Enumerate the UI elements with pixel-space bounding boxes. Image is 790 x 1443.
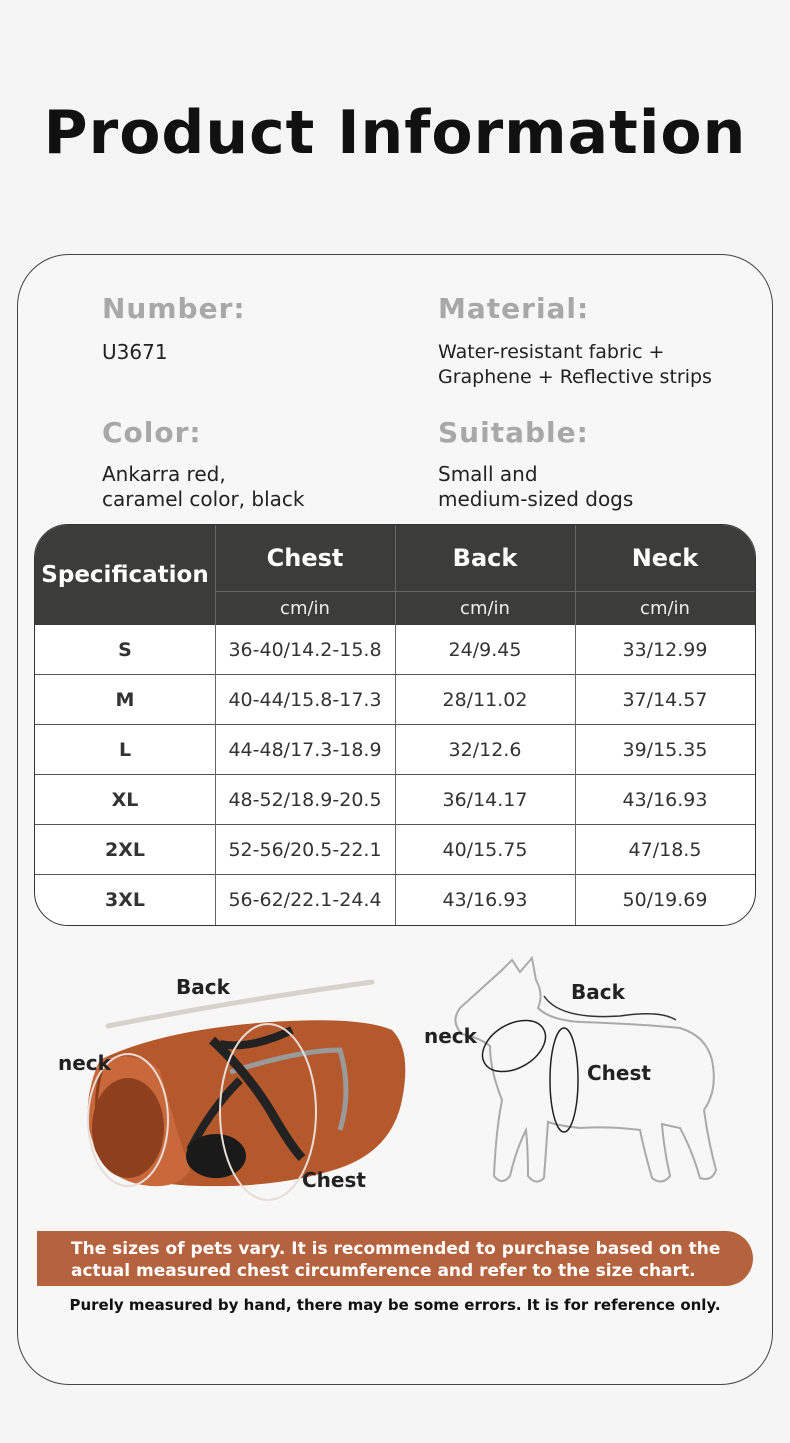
neck-cell: 37/14.57 bbox=[622, 689, 708, 711]
suitable-label: Suitable: bbox=[438, 416, 589, 449]
back-cell: 28/11.02 bbox=[442, 689, 528, 711]
size-cell: L bbox=[118, 739, 132, 761]
size-cell: M bbox=[115, 689, 135, 711]
coat-back-label: Back bbox=[176, 975, 230, 999]
page-title: Product Information bbox=[43, 98, 747, 168]
coat-neck-label: neck bbox=[58, 1051, 111, 1075]
chest-cell: 40-44/15.8-17.3 bbox=[228, 689, 382, 711]
back-cell: 24/9.45 bbox=[448, 639, 522, 661]
column-divider bbox=[395, 525, 396, 926]
specification-header: Specification bbox=[41, 562, 209, 588]
back-cell: 36/14.17 bbox=[442, 789, 528, 811]
column-divider bbox=[575, 525, 576, 926]
neck-cell: 50/19.69 bbox=[622, 889, 708, 911]
size-notice-text: The sizes of pets vary. It is recommended to purchase based on the actual measured chest circumference and refer to the size chart. bbox=[71, 1239, 721, 1281]
neck-header: Neck bbox=[631, 544, 699, 572]
dog-back-label: Back bbox=[571, 980, 625, 1004]
back-header: Back bbox=[452, 544, 518, 572]
column-divider bbox=[215, 525, 216, 926]
chest-cell: 56-62/22.1-24.4 bbox=[228, 889, 382, 911]
coat-chest-label: Chest bbox=[302, 1168, 366, 1192]
chest-cell: 48-52/18.9-20.5 bbox=[228, 789, 382, 811]
size-chart-table bbox=[34, 524, 756, 926]
size-cell: S bbox=[118, 639, 132, 661]
header-divider bbox=[215, 591, 756, 592]
material-value: Water-resistant fabric + Graphene + Reflective strips bbox=[438, 341, 712, 388]
neck-cell: 47/18.5 bbox=[628, 839, 702, 861]
chest-cell: 36-40/14.2-15.8 bbox=[228, 639, 382, 661]
number-value: U3671 bbox=[102, 340, 168, 364]
size-notice-banner bbox=[37, 1231, 753, 1286]
size-cell: 2XL bbox=[105, 839, 145, 861]
size-cell: XL bbox=[111, 789, 139, 811]
neck-cell: 33/12.99 bbox=[622, 639, 708, 661]
back-cell: 43/16.93 bbox=[442, 889, 528, 911]
number-label: Number: bbox=[102, 292, 246, 325]
back-cell: 32/12.6 bbox=[448, 739, 522, 761]
back-cell: 40/15.75 bbox=[442, 839, 528, 861]
dog-neck-label: neck bbox=[424, 1024, 477, 1048]
color-value: Ankarra red, caramel color, black bbox=[102, 462, 305, 511]
measurement-disclaimer: Purely measured by hand, there may be some errors. It is for reference only. bbox=[69, 1296, 721, 1314]
dog-chest-label: Chest bbox=[587, 1061, 651, 1085]
back-unit: cm/in bbox=[460, 597, 510, 619]
chest-cell: 52-56/20.5-22.1 bbox=[228, 839, 382, 861]
chest-cell: 44-48/17.3-18.9 bbox=[228, 739, 382, 761]
chest-header: Chest bbox=[266, 544, 344, 572]
neck-cell: 39/15.35 bbox=[622, 739, 708, 761]
neck-cell: 43/16.93 bbox=[622, 789, 708, 811]
size-cell: 3XL bbox=[105, 889, 145, 911]
chest-unit: cm/in bbox=[280, 597, 330, 619]
suitable-value: Small and medium-sized dogs bbox=[438, 462, 634, 511]
neck-unit: cm/in bbox=[640, 597, 690, 619]
material-label: Material: bbox=[438, 292, 590, 325]
color-label: Color: bbox=[102, 416, 202, 449]
